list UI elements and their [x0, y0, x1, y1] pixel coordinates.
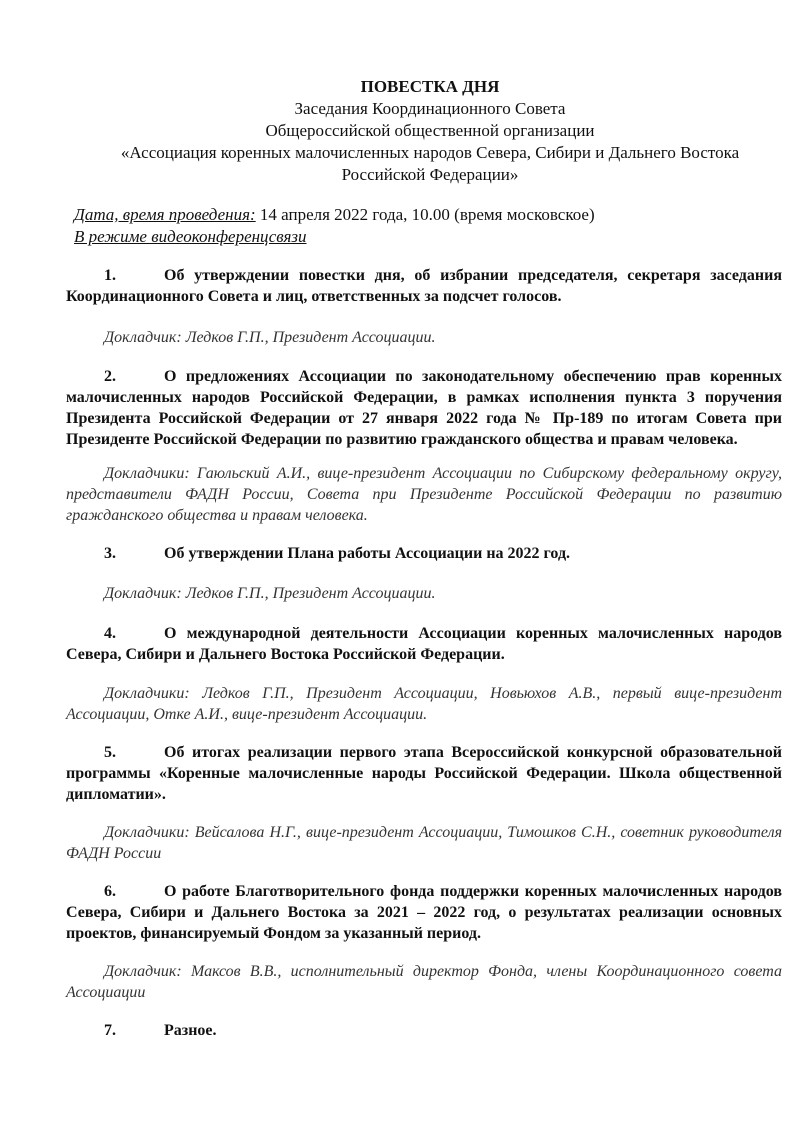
agenda-item-3-speaker: [66, 583, 782, 604]
agenda-item-text: О предложениях Ассоциации по законодательному обеспечению прав коренных малочисленных народов Российской Федерации, в рамках исполнения пункта 3 поручения Президента Российской Федерации от 27 января 2022 года № Пр-189 по итогам Совета при Президенте Российской Федерации по развитию гражданского общества и правам человека.: [66, 368, 782, 448]
agenda-item-7: [66, 1020, 782, 1041]
agenda-item-6: [66, 881, 782, 944]
mode-line: [74, 226, 595, 248]
agenda-item-text: О международной деятельности Ассоциации коренных малочисленных народов Севера, Сибири и Дальнего Востока Российской Федерации.: [66, 625, 782, 663]
agenda-item-text: Разное.: [164, 1022, 217, 1039]
date-label: Дата, время проведения:: [74, 205, 256, 224]
agenda-item-1-speaker: [66, 327, 782, 348]
agenda-item-6-speaker: [66, 961, 782, 1003]
header-line-4: Российской Федерации»: [341, 165, 519, 184]
agenda-item-text: О работе Благотворительного фонда поддержки коренных малочисленных народов Севера, Сибири и Дальнего Востока за 2021 – 2022 год, о результатах реализации основных проектов, финансируемый Фондом за указанный период.: [66, 883, 782, 942]
speaker-text: Докладчик: Максов В.В., исполнительный директор Фонда, члены Координационного совета Ассоциации: [66, 963, 782, 1001]
date-value: 14 апреля 2022 года, 10.00 (время московское): [255, 205, 595, 224]
agenda-item-5: [66, 742, 782, 805]
agenda-item-text: Об утверждении Плана работы Ассоциации на 2022 год.: [164, 545, 571, 562]
speaker-text: Докладчик: Ледков Г.П., Президент Ассоциации.: [104, 329, 436, 346]
header-line-1: Заседания Координационного Совета: [294, 99, 566, 118]
agenda-item-2: [66, 366, 782, 450]
meeting-mode: В режиме видеоконференцсвязи: [74, 227, 307, 246]
agenda-item-1: [66, 265, 782, 307]
agenda-item-number: 3.: [104, 545, 116, 562]
agenda-item-text: Об утверждении повестки дня, об избрании председателя, секретаря заседания Координационного Совета и лиц, ответственных за подсчет голосов.: [66, 267, 782, 305]
agenda-item-3: [66, 543, 782, 564]
agenda-item-4-speaker: [66, 683, 782, 725]
speaker-text: Докладчики: Вейсалова Н.Г., вице-президент Ассоциации, Тимошков С.Н., советник руководителя ФАДН России: [66, 824, 782, 862]
agenda-item-text: Об итогах реализации первого этапа Всероссийской конкурсной образовательной программы «Коренные малочисленные народы Российской Федерации. Школа общественной дипломатии».: [66, 744, 782, 803]
agenda-item-2-speaker: [66, 463, 782, 526]
agenda-item-number: 5.: [104, 744, 116, 761]
meeting-meta: [74, 204, 595, 248]
agenda-item-number: 1.: [104, 267, 116, 284]
agenda-item-5-speaker: [66, 822, 782, 864]
date-line: [74, 204, 595, 226]
agenda-item-4: [66, 623, 782, 665]
agenda-item-number: 2.: [104, 368, 116, 385]
agenda-item-number: 7.: [104, 1022, 116, 1039]
speaker-text: Докладчики: Ледков Г.П., Президент Ассоциации, Новьюхов А.В., первый вице-президент Ассоциации, Отке А.И., вице-президент Ассоциации.: [66, 685, 782, 723]
speaker-text: Докладчик: Ледков Г.П., Президент Ассоциации.: [104, 585, 436, 602]
header-line-3: «Ассоциация коренных малочисленных народов Севера, Сибири и Дальнего Востока: [120, 143, 740, 162]
agenda-item-number: 4.: [104, 625, 116, 642]
header-line-2: Общероссийской общественной организации: [265, 121, 595, 140]
document-title: ПОВЕСТКА ДНЯ: [360, 77, 500, 96]
agenda-item-number: 6.: [104, 883, 116, 900]
document-header: [40, 76, 801, 186]
speaker-text: Докладчики: Гаюльский А.И., вице-президент Ассоциации по Сибирскому федеральному округу, представители ФАДН России, Совета при Президенте Российской Федерации по развитию гражданского общества и правам человека.: [66, 465, 782, 524]
